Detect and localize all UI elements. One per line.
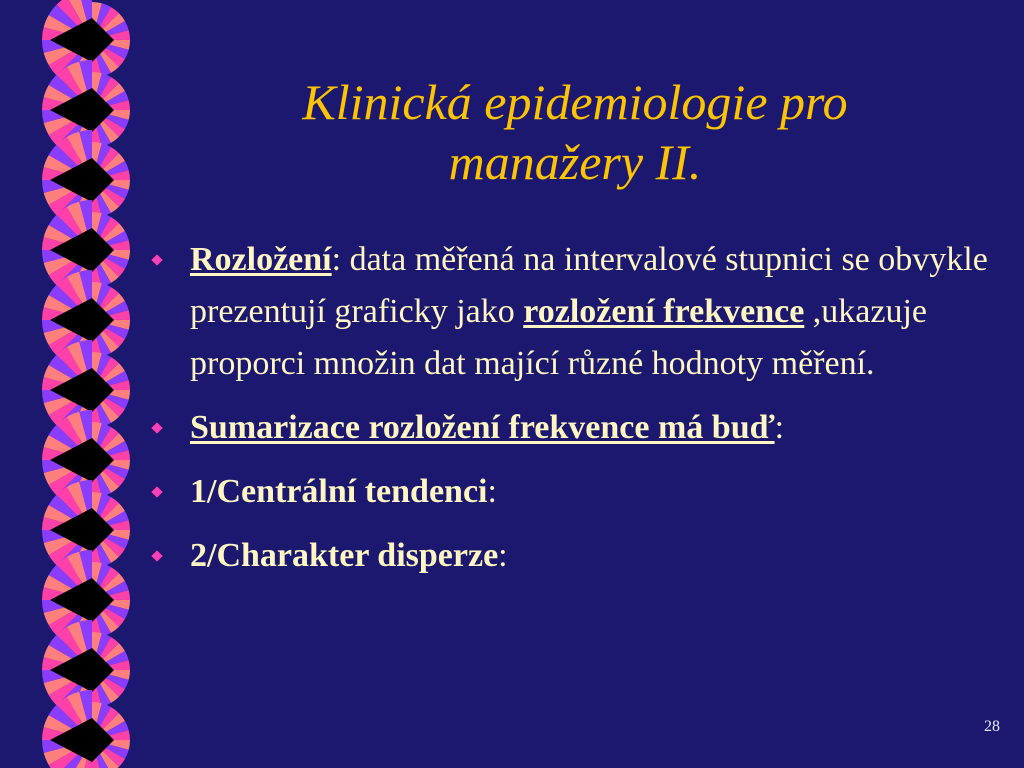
slide-number: 28	[984, 718, 1000, 735]
bullet-item-central-tendency	[150, 466, 1010, 518]
slide-title	[150, 72, 1000, 192]
bullet-list	[150, 234, 1010, 594]
term-rozlozeni-frekvence: rozložení frekvence	[523, 293, 805, 330]
bullet-suffix: :	[498, 537, 508, 574]
slide-title-line-2: manažery II.	[448, 134, 702, 190]
bullet-item-summarization	[150, 402, 1010, 454]
term-rozlozeni: Rozložení	[190, 241, 332, 278]
bullet-suffix: :	[487, 473, 497, 510]
bullet-heading: 1/Centrální tendenci	[190, 473, 488, 510]
fan-border-decoration	[0, 0, 150, 768]
bullet-item-dispersion	[150, 530, 1010, 582]
bullet-heading: Sumarizace rozložení frekvence má buď	[190, 409, 775, 446]
bullet-text: : data měřená na intervalové stupnici se obvykle prezentují graficky jako	[190, 241, 988, 330]
bullet-suffix: :	[774, 409, 785, 446]
slide-title-line-1: Klinická epidemiologie pro	[302, 74, 848, 130]
bullet-item-distribution	[150, 234, 1010, 390]
bullet-heading: 2/Charakter disperze	[190, 537, 499, 574]
bullet-text: ,ukazuje proporci množin dat mající různé hodnoty měření.	[190, 293, 927, 382]
diamond-bullet-icon	[151, 254, 162, 265]
diamond-bullet-icon	[151, 550, 162, 561]
diamond-bullet-icon	[151, 486, 162, 497]
diamond-bullet-icon	[151, 422, 162, 433]
